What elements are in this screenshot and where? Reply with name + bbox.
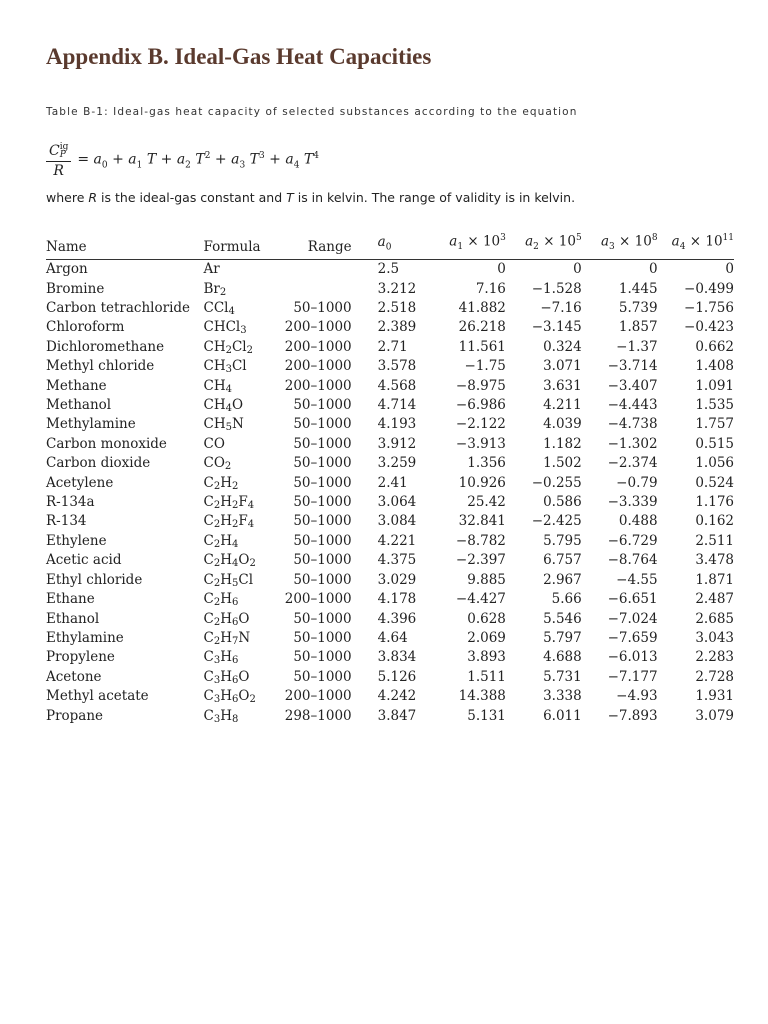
cell-a3: 1.857 <box>618 319 658 336</box>
cell-name: Carbon dioxide <box>46 455 151 472</box>
cell-a2: 4.039 <box>543 416 582 433</box>
cell-a0: 3.212 <box>377 280 417 297</box>
cell-a4: 1.408 <box>695 358 734 375</box>
cell-a1: −8.975 <box>455 377 506 394</box>
table-header-row <box>46 226 734 260</box>
cell-name: Chloroform <box>46 319 125 336</box>
table-row <box>46 532 734 551</box>
cell-a3: −3.407 <box>607 377 658 394</box>
cell-a2: −1.528 <box>531 280 582 297</box>
cell-a2: 4.211 <box>543 397 582 414</box>
cell-a0: 2.71 <box>377 338 408 355</box>
table-row <box>46 474 734 493</box>
cell-a2: 2.967 <box>543 571 582 588</box>
cell-name: Carbon tetrachloride <box>46 300 191 316</box>
table-row <box>46 299 734 318</box>
cell-a1: 25.42 <box>467 494 506 511</box>
table-row <box>46 687 734 706</box>
cell-a3: 1.445 <box>618 280 658 297</box>
cell-a4: −0.499 <box>684 280 734 297</box>
cell-a2: 6.011 <box>543 707 582 724</box>
table-body <box>46 260 734 726</box>
cell-a4: 2.728 <box>695 668 734 685</box>
cell-a0: 4.375 <box>377 552 417 569</box>
cell-range: 50–1000 <box>293 513 352 530</box>
cell-a0: 3.064 <box>377 494 417 511</box>
cell-range: 50–1000 <box>293 649 352 666</box>
column-header-name: Name <box>46 226 203 260</box>
cell-formula: $C_2H_5Cl$ <box>203 571 254 589</box>
table-row <box>46 280 734 299</box>
table-caption: Table B-1: Ideal-gas heat capacity of selected substances according to the equation <box>46 106 578 118</box>
cell-a4: −0.423 <box>684 319 734 336</box>
cell-a1: −2.122 <box>455 416 506 433</box>
cell-formula: $C_2H_4O_2$ <box>203 552 256 570</box>
cell-range <box>285 260 352 280</box>
equation-lhs-numerator: C ig P <box>46 143 71 162</box>
table-row <box>46 610 734 629</box>
cell-formula: $CH_3Cl$ <box>203 358 247 376</box>
cell-a2: 5.797 <box>543 629 582 646</box>
cell-range: 50–1000 <box>293 629 352 646</box>
cell-range: 50–1000 <box>293 435 352 452</box>
cell-a0: 2.41 <box>377 474 408 491</box>
cell-a4: 2.511 <box>695 532 734 549</box>
table-row <box>46 590 734 609</box>
cell-a3: −4.93 <box>616 688 658 705</box>
cell-name: Ethylamine <box>46 629 124 646</box>
cell-a4: 0 <box>725 261 734 278</box>
cell-a2: −2.425 <box>531 513 582 530</box>
table-row <box>46 629 734 648</box>
cell-a2: 5.731 <box>543 668 582 685</box>
cell-a3: −4.55 <box>616 571 658 588</box>
cell-a1: 11.561 <box>458 338 506 355</box>
cell-a3: −4.738 <box>607 416 658 433</box>
cell-a2: 0 <box>573 261 582 278</box>
cell-name: Methyl acetate <box>46 688 149 705</box>
cell-a2: 4.688 <box>543 649 582 666</box>
cell-a2: −0.255 <box>531 474 582 491</box>
cell-a3: −7.177 <box>607 668 658 685</box>
cell-a4: 3.079 <box>695 707 734 724</box>
cell-name: Ethanol <box>46 610 100 627</box>
cell-range: 298–1000 <box>284 707 352 724</box>
cell-a0: 5.126 <box>377 668 417 685</box>
table-row <box>46 454 734 473</box>
cell-formula: CCl$_4$ <box>203 300 235 317</box>
cell-range: 50–1000 <box>293 455 352 472</box>
page-title: Appendix B. Ideal-Gas Heat Capacities <box>46 44 432 69</box>
cell-a3: 5.739 <box>618 300 658 316</box>
table-row <box>46 493 734 512</box>
cell-range: 50–1000 <box>293 668 352 685</box>
cell-formula: $C_2H_2$ <box>203 474 239 492</box>
cell-a1: 26.218 <box>458 319 506 336</box>
cell-a3: −7.893 <box>607 707 658 724</box>
cell-name: Acetylene <box>46 474 114 491</box>
cell-name: Acetone <box>46 668 102 685</box>
cell-name: Methane <box>46 377 107 394</box>
cell-a3: −7.024 <box>607 610 658 627</box>
cell-name: Dichloromethane <box>46 338 165 355</box>
cell-name: Propane <box>46 707 104 724</box>
cell-a3: −4.443 <box>607 397 658 414</box>
table-row <box>46 512 734 531</box>
cell-name: Methanol <box>46 397 112 414</box>
cell-range: 50–1000 <box>293 416 352 433</box>
cell-a1: −1.75 <box>464 358 506 375</box>
cell-formula: $CH_2Cl_2$ <box>203 338 253 356</box>
cell-a2: 5.795 <box>543 532 582 549</box>
cell-name: Propylene <box>46 649 115 666</box>
cell-a1: 2.069 <box>467 629 506 646</box>
cell-a3: −1.37 <box>616 338 658 355</box>
cell-a4: 1.535 <box>695 397 734 414</box>
cell-formula: $C_3H_8$ <box>203 707 239 725</box>
equation-note: where R is the ideal-gas constant and T is in kelvin. The range of validity is in kelvin. <box>46 190 576 205</box>
cell-range: 200–1000 <box>284 688 352 705</box>
cell-formula: $C_2H_2F_4$ <box>203 494 255 512</box>
heat-capacity-table <box>46 226 734 726</box>
table-row <box>46 318 734 337</box>
table-row <box>46 435 734 454</box>
cell-a1: 0 <box>497 261 506 278</box>
column-header-a1: $a_1 \times 10^3$ <box>432 226 506 260</box>
cell-a1: 1.511 <box>467 668 506 685</box>
cell-formula: $C_2H_4$ <box>203 532 239 550</box>
table-row <box>46 668 734 687</box>
cell-a4: 0.524 <box>695 474 734 491</box>
cell-a1: 9.885 <box>467 571 506 588</box>
cell-a4: 0.515 <box>695 435 734 452</box>
cell-a3: −2.374 <box>607 455 658 472</box>
cell-formula: CO <box>203 435 225 452</box>
table-row <box>46 551 734 570</box>
cell-a0: 4.568 <box>377 377 417 394</box>
table-row <box>46 338 734 357</box>
cell-formula: $Br_2$ <box>203 280 227 298</box>
cell-name: Acetic acid <box>46 552 122 569</box>
cell-a2: 1.502 <box>543 455 582 472</box>
table-row <box>46 415 734 434</box>
table-row <box>46 648 734 667</box>
cell-a0: 3.847 <box>377 707 417 724</box>
cell-range: 50–1000 <box>293 474 352 491</box>
table-row <box>46 571 734 590</box>
cell-name: Ethane <box>46 591 95 608</box>
cell-a4: 1.757 <box>695 416 734 433</box>
cell-a4: 1.871 <box>695 571 734 588</box>
cell-a0: 3.029 <box>377 571 417 588</box>
cell-name: Methylamine <box>46 416 136 433</box>
cell-range: 200–1000 <box>284 319 352 336</box>
cell-a2: 0.324 <box>543 338 582 355</box>
column-header-a3: $a_3 \times 10^8$ <box>582 226 658 260</box>
cell-a0: 3.578 <box>377 358 417 375</box>
cell-a0: 3.912 <box>377 435 417 452</box>
column-header-a0: $a_0$ <box>352 226 432 260</box>
cell-a2: 0.586 <box>543 494 582 511</box>
cell-a1: −8.782 <box>455 532 506 549</box>
cell-a2: 5.546 <box>543 610 582 627</box>
cell-formula: $CH_4O$ <box>203 397 244 415</box>
cell-range: 200–1000 <box>284 358 352 375</box>
cell-range: 50–1000 <box>293 532 352 549</box>
cell-a4: 1.056 <box>695 455 734 472</box>
cell-formula: Ar <box>203 261 220 278</box>
equation-lhs-fraction <box>46 143 71 180</box>
table-row <box>46 396 734 415</box>
cell-a3: −6.013 <box>607 649 658 666</box>
cell-a4: 0.162 <box>695 513 734 530</box>
cell-a3: 0.488 <box>618 513 658 530</box>
equation-rhs: = $a_0 + a_1$ $T + a_2$ $T^2 + a_3$ $T^3 + a_4$ $T^4$ <box>77 151 319 171</box>
cell-a2: 3.071 <box>543 358 582 375</box>
cell-a1: 3.893 <box>467 649 506 666</box>
cell-a0: 4.178 <box>377 591 417 608</box>
cell-a4: 3.478 <box>695 552 734 569</box>
column-header-range: Range <box>285 226 352 260</box>
cell-a1: −2.397 <box>455 552 506 569</box>
cell-a3: −6.651 <box>607 591 658 608</box>
cell-a4: 2.487 <box>695 591 734 608</box>
cell-a3: −8.764 <box>607 552 658 569</box>
cell-formula: $CH_5N$ <box>203 416 244 434</box>
cell-a1: 10.926 <box>458 474 506 491</box>
cell-a4: −1.756 <box>684 300 734 316</box>
cell-a0: 4.714 <box>377 397 417 414</box>
cell-name: Argon <box>46 261 88 278</box>
cell-formula: $C_3H_6O$ <box>203 668 250 686</box>
table-row <box>46 260 734 280</box>
column-header-a4: $a_4 \times 10^{11}$ <box>658 226 734 260</box>
equation-lhs-denominator: R <box>53 163 64 180</box>
cell-formula: $C_3H_6$ <box>203 649 239 667</box>
cell-a0: 2.5 <box>377 261 400 278</box>
cell-a4: 2.283 <box>695 649 734 666</box>
cell-a4: 1.931 <box>695 688 734 705</box>
cell-formula: CHCl$_3$ <box>203 319 247 337</box>
cell-a0: 4.396 <box>377 610 417 627</box>
cell-a0: 4.242 <box>377 688 417 705</box>
cell-range: 200–1000 <box>284 377 352 394</box>
cell-a4: 1.176 <box>695 494 734 511</box>
cell-a0: 3.259 <box>377 455 417 472</box>
cell-range: 50–1000 <box>293 494 352 511</box>
cell-a3: 0 <box>648 261 658 278</box>
table-row <box>46 357 734 376</box>
cell-a1: 32.841 <box>458 513 506 530</box>
cell-name: Ethyl chloride <box>46 571 143 588</box>
cell-a2: 6.757 <box>543 552 582 569</box>
cell-a4: 3.043 <box>695 629 734 646</box>
cell-a0: 3.084 <box>377 513 417 530</box>
cell-formula: $C_2H_2F_4$ <box>203 513 255 531</box>
cell-a1: 5.131 <box>467 707 506 724</box>
table-row <box>46 377 734 396</box>
column-header-a2: $a_2 \times 10^5$ <box>506 226 582 260</box>
cell-range: 200–1000 <box>284 591 352 608</box>
cell-formula: $C_2H_6$ <box>203 591 239 609</box>
cell-a2: 1.182 <box>543 435 582 452</box>
cell-range <box>285 280 352 299</box>
cell-a0: 3.834 <box>377 649 417 666</box>
cell-a3: −0.79 <box>616 474 658 491</box>
cell-range: 50–1000 <box>293 552 352 569</box>
cell-range: 50–1000 <box>293 610 352 627</box>
cell-a2: 3.631 <box>543 377 582 394</box>
cell-range: 50–1000 <box>293 571 352 588</box>
cell-a3: −3.714 <box>607 358 658 375</box>
cell-a3: −7.659 <box>607 629 658 646</box>
cell-a2: −7.16 <box>540 300 582 316</box>
cell-a4: 0.662 <box>695 338 734 355</box>
cell-formula: $C_2H_6O$ <box>203 610 250 628</box>
cell-a1: 41.882 <box>458 300 506 316</box>
cell-a4: 1.091 <box>695 377 734 394</box>
cell-name: R-134a <box>46 494 95 511</box>
cell-a0: 4.64 <box>377 629 408 646</box>
cell-a1: 7.16 <box>475 280 506 297</box>
heat-capacity-equation <box>46 138 319 184</box>
cell-formula: $CH_4$ <box>203 377 232 395</box>
cell-range: 50–1000 <box>293 397 352 414</box>
cell-a1: 14.388 <box>458 688 506 705</box>
cell-a0: 2.389 <box>377 319 417 336</box>
cell-a1: −6.986 <box>455 397 506 414</box>
cell-a0: 4.221 <box>377 532 417 549</box>
cell-a3: −1.302 <box>607 435 658 452</box>
cell-name: Ethylene <box>46 532 107 549</box>
cell-range: 50–1000 <box>293 300 352 316</box>
cell-name: R-134 <box>46 513 87 530</box>
cell-a1: −4.427 <box>455 591 506 608</box>
cell-name: Methyl chloride <box>46 358 155 375</box>
cell-a0: 4.193 <box>377 416 417 433</box>
cell-formula: $C_3H_6O_2$ <box>203 688 256 706</box>
cell-name: Bromine <box>46 280 105 297</box>
column-header-formula: Formula <box>203 226 284 260</box>
cell-a4: 2.685 <box>695 610 734 627</box>
cell-formula: $CO_2$ <box>203 455 232 473</box>
cell-a1: 1.356 <box>467 455 506 472</box>
cell-a3: −6.729 <box>607 532 658 549</box>
cell-name: Carbon monoxide <box>46 435 167 452</box>
cell-a1: −3.913 <box>455 435 506 452</box>
cell-formula: $C_2H_7N$ <box>203 629 251 647</box>
cell-a3: −3.339 <box>607 494 658 511</box>
cell-a0: 2.518 <box>377 300 417 316</box>
cell-a2: −3.145 <box>531 319 582 336</box>
cell-a2: 5.66 <box>551 591 582 608</box>
cell-range: 200–1000 <box>284 338 352 355</box>
table-row <box>46 707 734 726</box>
cell-a1: 0.628 <box>467 610 506 627</box>
cell-a2: 3.338 <box>543 688 582 705</box>
